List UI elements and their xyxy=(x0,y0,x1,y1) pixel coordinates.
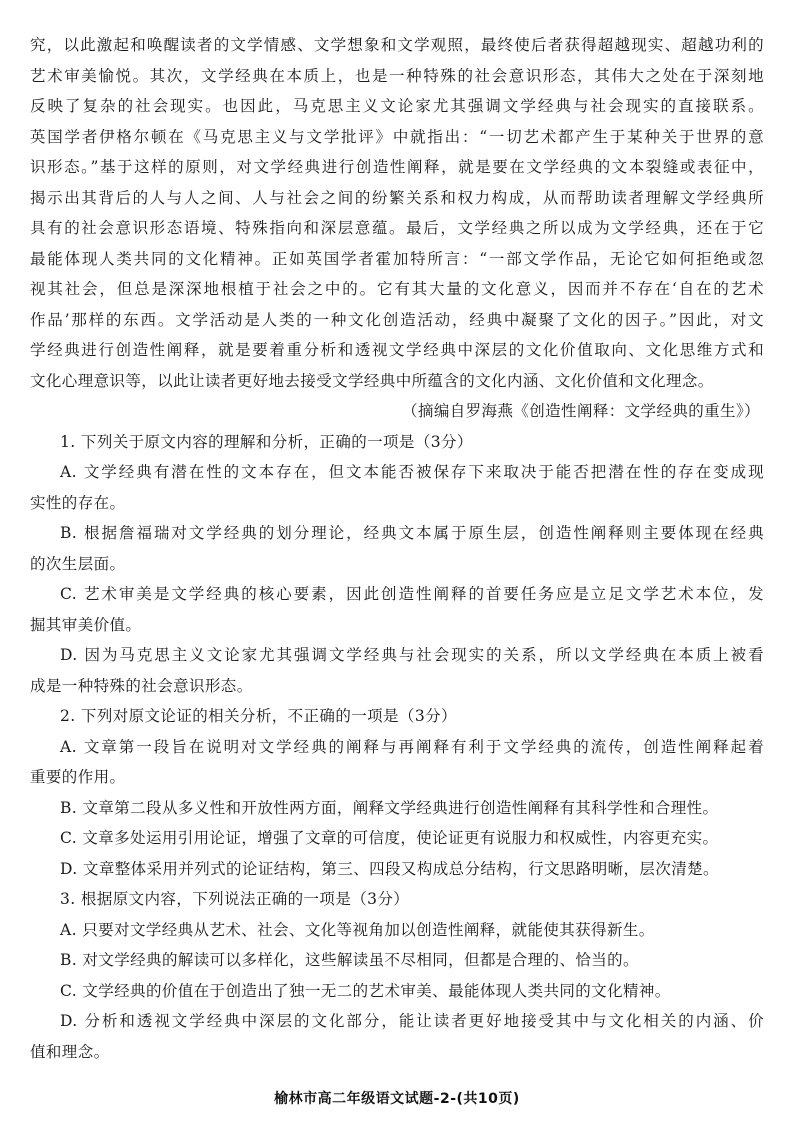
question-list xyxy=(30,427,764,1068)
passage-line: 揭示出其背后的人与人之间、人与社会之间的纷繁关系和权力构成，从而帮助读者理解文学经典所 xyxy=(30,188,764,207)
option-b: B. 文章第二段从多义性和开放性两方面，阐释文学经典进行创造性阐释有其科学性和合理性。 xyxy=(60,798,719,817)
page-footer: 榆林市高二年级语文试题-2-(共10页) xyxy=(274,1091,520,1107)
option-c: C. 文章多处运用引用论证，增强了文章的可信度，使论证更有说服力和权威性，内容更充实。 xyxy=(60,829,719,847)
passage-line: 视其社会，但总是深深地根植于社会之中的。它有其大量的文化意义，因而并不存在‘自在的艺术 xyxy=(30,280,764,298)
option-c: C. 艺术审美是文学经典的核心要素，因此创造性阐释的首要任务应是立足文学艺术本位，发 xyxy=(60,585,764,603)
passage-source: （摘编自罗海燕《创造性阐释：文学经典的重生》） xyxy=(402,402,760,420)
option-a: A. 文章第一段旨在说明对文学经典的阐释与再阐释有利于文学经典的流传，创造性阐释起着 xyxy=(60,737,764,756)
passage-paragraph xyxy=(30,30,764,396)
passage-line: 英国学者伊格尔顿在《马克思主义与文学批评》中就指出：“一切艺术都产生于某种关于世界的意 xyxy=(30,127,764,146)
passage-line: 作品’那样的东西。文学活动是人类的一种文化创造活动，经典中凝聚了文化的因子。”因此，对文 xyxy=(30,310,764,329)
option-a: A. 文学经典有潜在性的文本存在，但文本能否被保存下来取决于能否把潜在性的存在变成现 xyxy=(60,463,764,481)
question-stem: 3. 根据原文内容，下列说法正确的一项是（3分） xyxy=(60,890,410,908)
passage-line: 反映了复杂的社会现实。也因此，马克思主义文论家尤其强调文学经典与社会现实的直接联系。 xyxy=(30,97,764,115)
option-c-continued: 掘其审美价值。 xyxy=(30,615,142,634)
passage-line: 识形态。”基于这样的原则，对文学经典进行创造性阐释，就是要在文学经典的文本裂缝或表征中， xyxy=(30,158,764,176)
passage-line: 最能体现人类共同的文化精神。正如英国学者霍加特所言：“一部文学作品，无论它如何拒绝或忽 xyxy=(30,249,764,268)
option-a-continued: 实性的存在。 xyxy=(30,493,126,512)
option-d-continued: 成是一种特殊的社会意识形态。 xyxy=(30,676,253,695)
question-2 xyxy=(30,701,764,884)
passage-line: 具有的社会意识形态语境、特殊指向和深层意蕴。最后，文学经典之所以成为文学经典，还在于它 xyxy=(30,219,764,237)
passage-line: 学经典进行创造性阐释，就是要着重分析和透视文学经典中深层的文化价值取向、文化思维方式和 xyxy=(30,341,764,359)
option-b: B. 对文学经典的解读可以多样化，这些解读虽不尽相同，但都是合理的、恰当的。 xyxy=(60,951,639,969)
option-b: B. 根据詹福瑞对文学经典的划分理论，经典文本属于原生层，创造性阐释则主要体现在经典 xyxy=(60,524,764,542)
question-stem: 2. 下列对原文论证的相关分析，不正确的一项是（3分） xyxy=(60,707,457,725)
option-b-continued: 的次生层面。 xyxy=(30,554,126,573)
question-3 xyxy=(30,884,764,1067)
passage-line: 艺术审美愉悦。其次，文学经典在本质上，也是一种特殊的社会意识形态，其伟大之处在于深刻地 xyxy=(30,66,764,85)
question-1 xyxy=(30,427,764,702)
option-d-continued: 值和理念。 xyxy=(30,1042,110,1061)
option-c: C. 文学经典的价值在于创造出了独一无二的艺术审美、最能体现人类共同的文化精神。 xyxy=(60,981,671,1000)
question-stem: 1. 下列关于原文内容的理解和分析，正确的一项是（3分） xyxy=(60,432,473,451)
option-a: A. 只要对文学经典从艺术、社会、文化等视角加以创造性阐释，就能使其获得新生。 xyxy=(60,920,655,939)
passage-line: 究，以此激起和唤醒读者的文学情感、文学想象和文学观照，最终使后者获得超越现实、超越功利的 xyxy=(30,36,764,54)
option-a-continued: 重要的作用。 xyxy=(30,768,126,786)
option-d: D. 因为马克思主义文论家尤其强调文学经典与社会现实的关系，所以文学经典在本质上被看 xyxy=(60,646,764,664)
option-d: D. 分析和透视文学经典中深层的文化部分，能让读者更好地接受其中与文化相关的内涵、价 xyxy=(60,1012,764,1030)
passage-line: 文化心理意识等，以此让读者更好地去接受文学经典中所蕴含的文化内涵、文化价值和文化理念。 xyxy=(30,371,714,390)
option-d: D. 文章整体采用并列式的论证结构，第三、四段又构成总分结构，行文思路明晰，层次清楚。 xyxy=(60,859,719,878)
